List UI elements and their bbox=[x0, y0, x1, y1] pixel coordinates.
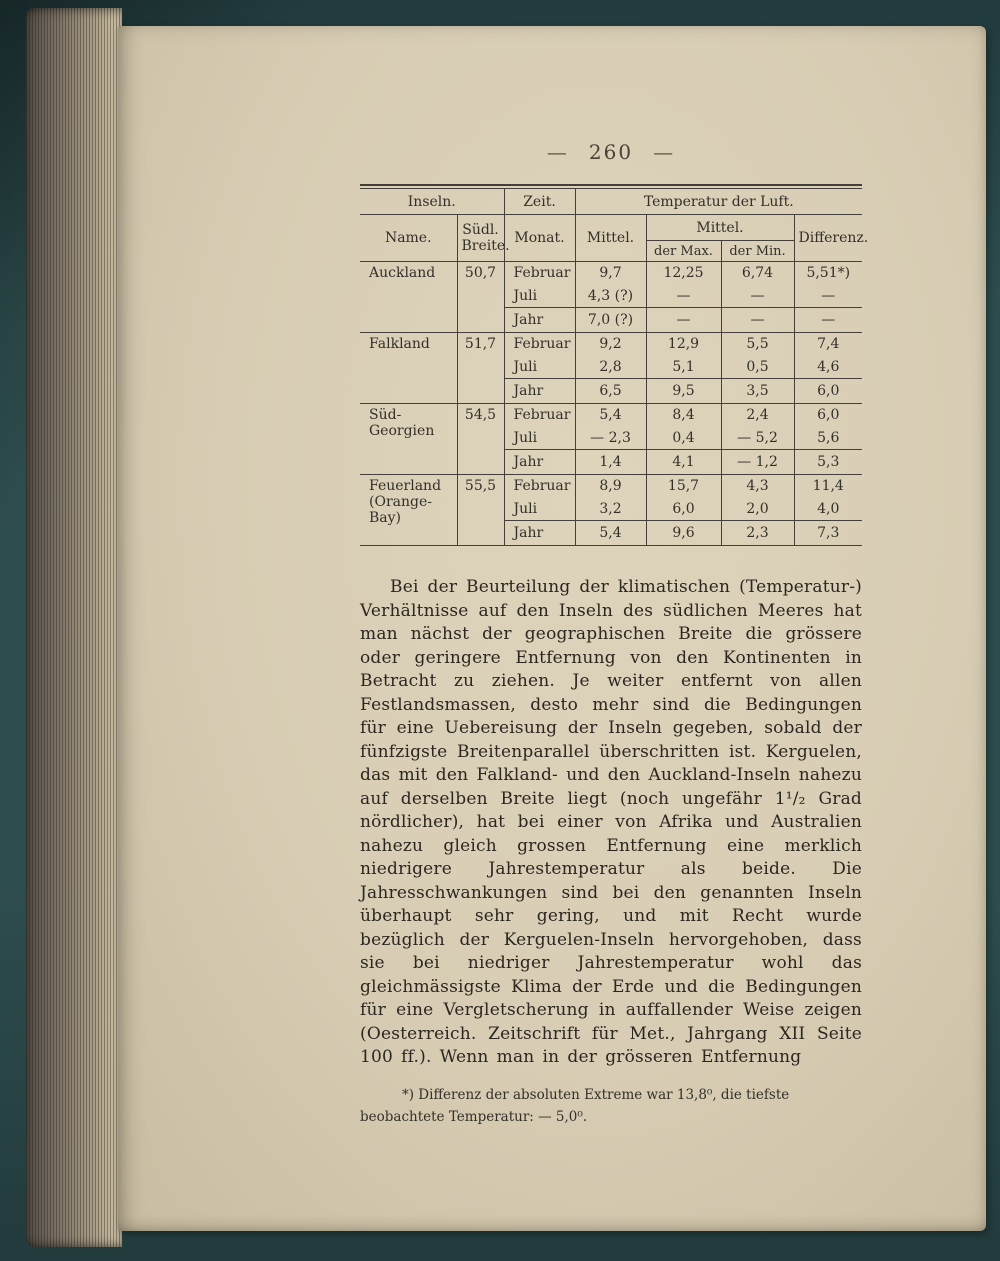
header-mittel-group: Mittel. bbox=[646, 215, 794, 241]
min-cell: — bbox=[721, 285, 794, 308]
temperature-table bbox=[360, 188, 869, 546]
header-inseln: Inseln. bbox=[360, 189, 504, 215]
min-cell: 2,3 bbox=[721, 521, 794, 546]
diff-cell: 7,4 bbox=[794, 333, 862, 356]
book-page bbox=[118, 26, 986, 1231]
table-row bbox=[360, 262, 862, 285]
max-cell: 12,25 bbox=[646, 262, 721, 285]
page-edge-stack bbox=[26, 8, 122, 1247]
mean-cell: — 2,3 bbox=[575, 427, 646, 450]
month-cell: Juli bbox=[504, 498, 575, 521]
body-paragraph: Bei der Beurteilung der klimatischen (Temperatur-) Verhältnisse auf den Inseln des südlichen Meeres hat man nächst der geographischen Breite die grössere oder geringere Entfernung von den Kontinenten in Betracht zu ziehen. Je weiter entfernt von allen Festlandsmassen, desto mehr sind die Bedingungen für eine Uebereisung der Inseln gegeben, sobald der fünfzigste Breitenparallel überschritten ist. Kerguelen, das mit den Falkland- und den Auckland-Inseln nahezu auf derselben Breite liegt (noch ungefähr 1¹/₂ Grad nördlicher), hat bei einer von Afrika und Australien nahezu gleich grossen Entfernung eine merklich niedrigere Jahrestemperatur als beide. Die Jahresschwankungen sind bei den genannten Inseln überhaupt sehr gering, und mit Recht wurde bezüglich der Kerguelen-Inseln hervorgehoben, dass sie bei niedriger Jahrestemperatur wohl das gleichmässigste Klima der Erde und die Bedingungen für eine Vergletscherung in auffallender Weise zeigen (Oesterreich. Zeitschrift für Met., Jahrgang XII Seite 100 ff.). Wenn man in der grösseren Entfernung bbox=[360, 577, 862, 1067]
month-cell: Jahr bbox=[504, 521, 575, 546]
header-monat: Monat. bbox=[504, 215, 575, 262]
table-row bbox=[360, 404, 862, 427]
diff-cell: 11,4 bbox=[794, 475, 862, 498]
header-mittel: Mittel. bbox=[575, 215, 646, 262]
mean-cell: 7,0 (?) bbox=[575, 308, 646, 333]
mean-cell: 5,4 bbox=[575, 404, 646, 427]
min-cell: 6,74 bbox=[721, 262, 794, 285]
header-temperatur: Temperatur der Luft. bbox=[575, 189, 862, 215]
month-cell: Februar bbox=[504, 404, 575, 427]
max-cell: 6,0 bbox=[646, 498, 721, 521]
mean-cell: 1,4 bbox=[575, 450, 646, 475]
table-top-rule bbox=[360, 184, 862, 186]
diff-cell: — bbox=[794, 308, 862, 333]
mean-cell: 9,7 bbox=[575, 262, 646, 285]
island-name-cell: Falkland bbox=[360, 333, 457, 404]
diff-cell: 7,3 bbox=[794, 521, 862, 546]
table-row bbox=[360, 475, 862, 498]
max-cell: 4,1 bbox=[646, 450, 721, 475]
diff-cell: 6,0 bbox=[794, 379, 862, 404]
latitude-cell: 51,7 bbox=[457, 333, 504, 404]
header-zeit: Zeit. bbox=[504, 189, 575, 215]
latitude-cell: 55,5 bbox=[457, 475, 504, 546]
month-cell: Jahr bbox=[504, 450, 575, 475]
month-cell: Juli bbox=[504, 356, 575, 379]
min-cell: 2,4 bbox=[721, 404, 794, 427]
month-cell: Juli bbox=[504, 427, 575, 450]
min-cell: 2,0 bbox=[721, 498, 794, 521]
mean-cell: 3,2 bbox=[575, 498, 646, 521]
page-number-dash-right: — bbox=[653, 140, 676, 164]
min-cell: 0,5 bbox=[721, 356, 794, 379]
month-cell: Jahr bbox=[504, 379, 575, 404]
diff-cell: 4,6 bbox=[794, 356, 862, 379]
min-cell: — bbox=[721, 308, 794, 333]
table-header-row-2 bbox=[360, 215, 862, 241]
mean-cell: 5,4 bbox=[575, 521, 646, 546]
min-cell: 5,5 bbox=[721, 333, 794, 356]
diff-cell: — bbox=[794, 285, 862, 308]
month-cell: Februar bbox=[504, 262, 575, 285]
diff-cell: 5,3 bbox=[794, 450, 862, 475]
max-cell: 15,7 bbox=[646, 475, 721, 498]
max-cell: — bbox=[646, 308, 721, 333]
table-header-row-1 bbox=[360, 189, 862, 215]
month-cell: Juli bbox=[504, 285, 575, 308]
island-name-cell: Auckland bbox=[360, 262, 457, 333]
header-differenz: Differenz. bbox=[794, 215, 862, 262]
header-der-max: der Max. bbox=[646, 241, 721, 262]
table-row bbox=[360, 333, 862, 356]
island-name-cell: Süd-Georgien bbox=[360, 404, 457, 475]
footnote: *) Differenz der absoluten Extreme war 13,8⁰, die tiefste beobachtete Temperatur: — 5,0⁰. bbox=[360, 1086, 790, 1125]
max-cell: 9,6 bbox=[646, 521, 721, 546]
latitude-cell: 50,7 bbox=[457, 262, 504, 333]
max-cell: 9,5 bbox=[646, 379, 721, 404]
max-cell: 12,9 bbox=[646, 333, 721, 356]
diff-cell: 6,0 bbox=[794, 404, 862, 427]
max-cell: — bbox=[646, 285, 721, 308]
latitude-cell: 54,5 bbox=[457, 404, 504, 475]
mean-cell: 8,9 bbox=[575, 475, 646, 498]
diff-cell: 5,6 bbox=[794, 427, 862, 450]
temperature-table-wrapper bbox=[360, 184, 869, 546]
page-number bbox=[360, 140, 862, 166]
mean-cell: 4,3 (?) bbox=[575, 285, 646, 308]
header-name: Name. bbox=[360, 215, 457, 262]
min-cell: — 5,2 bbox=[721, 427, 794, 450]
diff-cell: 5,51*) bbox=[794, 262, 862, 285]
header-der-min: der Min. bbox=[721, 241, 794, 262]
page-number-dash-left: — bbox=[546, 140, 569, 164]
mean-cell: 9,2 bbox=[575, 333, 646, 356]
island-name-cell: Feuerland (Orange-Bay) bbox=[360, 475, 457, 546]
header-breite: Südl. Breite. bbox=[457, 215, 504, 262]
min-cell: 4,3 bbox=[721, 475, 794, 498]
month-cell: Februar bbox=[504, 333, 575, 356]
min-cell: — 1,2 bbox=[721, 450, 794, 475]
max-cell: 0,4 bbox=[646, 427, 721, 450]
page-number-value: 260 bbox=[588, 140, 634, 164]
min-cell: 3,5 bbox=[721, 379, 794, 404]
page-content bbox=[360, 26, 869, 1128]
diff-cell: 4,0 bbox=[794, 498, 862, 521]
mean-cell: 6,5 bbox=[575, 379, 646, 404]
month-cell: Jahr bbox=[504, 308, 575, 333]
month-cell: Februar bbox=[504, 475, 575, 498]
max-cell: 8,4 bbox=[646, 404, 721, 427]
max-cell: 5,1 bbox=[646, 356, 721, 379]
mean-cell: 2,8 bbox=[575, 356, 646, 379]
